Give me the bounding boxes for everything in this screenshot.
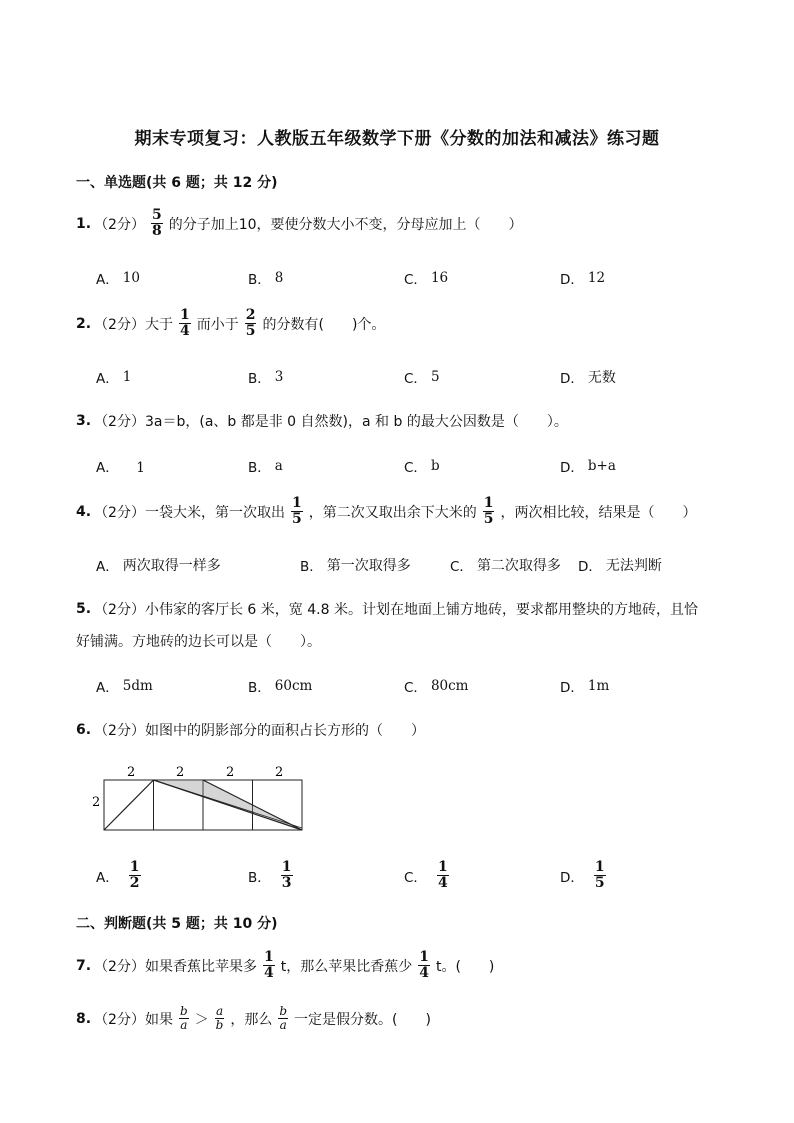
option-text: 5 — [430, 369, 440, 385]
option-text: 3 — [274, 369, 284, 385]
question-text: 一袋大米，第一次取出 — [144, 504, 285, 521]
option-text: 无数 — [587, 370, 616, 386]
numerator: 1 — [594, 859, 605, 875]
question-number: 8. — [76, 1010, 92, 1027]
option-text: 1 — [122, 460, 145, 476]
option-b[interactable] — [300, 555, 411, 575]
question-text: 小伟家的客厅长 6 米，宽 4.8 米。计划在地面上铺方地砖，要求都用整块的方地砖，且恰 — [144, 602, 698, 618]
numerator: 1 — [281, 859, 292, 875]
option-label: D． — [560, 371, 584, 387]
question-text: 如果香蕉比苹果多 — [144, 958, 257, 975]
question-text: 如图中的阴影部分的面积占长方形的（ ） — [144, 723, 425, 739]
figure-label: 2 — [92, 795, 101, 810]
option-c[interactable] — [404, 860, 455, 891]
numerator: 1 — [483, 495, 494, 511]
option-c[interactable] — [404, 456, 440, 476]
page-title: 期末专项复习：人教版五年级数学下册《分数的加法和减法》练习题 — [134, 129, 660, 149]
option-label: A． — [96, 460, 119, 476]
fraction — [291, 496, 303, 527]
numerator: 1 — [419, 949, 429, 965]
figure-label: 2 — [127, 765, 136, 780]
figure-diagonal — [154, 780, 303, 828]
question-6 — [76, 720, 425, 740]
option-d[interactable] — [578, 555, 662, 575]
option-text: 8 — [274, 270, 284, 286]
greater-than-sign: ＞ — [194, 1011, 209, 1028]
option-text: 80cm — [430, 678, 469, 694]
option-label: D． — [560, 272, 584, 288]
question-points: （2分） — [94, 958, 145, 975]
option-label: B． — [248, 460, 271, 476]
fraction — [215, 1005, 225, 1032]
fraction — [151, 208, 163, 239]
fraction — [129, 860, 141, 891]
option-b[interactable] — [248, 860, 299, 891]
option-text: b — [430, 458, 440, 474]
question-number: 4. — [76, 503, 92, 520]
option-b[interactable] — [248, 456, 283, 476]
option-c[interactable] — [404, 676, 468, 696]
option-label: C． — [404, 680, 427, 696]
question-points: （2分） — [94, 1011, 145, 1028]
option-a[interactable] — [96, 860, 147, 891]
question-points: （2分） — [94, 602, 145, 618]
option-label: A． — [96, 272, 119, 288]
question-number: 2. — [76, 315, 92, 332]
option-label: A． — [96, 869, 119, 886]
question-text: 的分子加上10，要使分数大小不变，分母应加上（ ） — [168, 216, 523, 233]
option-label: D． — [560, 869, 584, 886]
question-points: （2分） — [94, 316, 145, 333]
fraction — [179, 308, 191, 339]
question-number: 6. — [76, 722, 92, 738]
question-text: ，那么 — [230, 1011, 273, 1028]
option-label: C． — [450, 559, 473, 575]
figure-label: 2 — [226, 765, 235, 780]
option-label: D． — [560, 460, 584, 476]
figure-diagonal — [104, 780, 154, 830]
option-d[interactable] — [560, 676, 609, 696]
option-text: 12 — [587, 270, 606, 286]
numerator: 1 — [437, 859, 448, 875]
question-number: 7. — [76, 957, 92, 974]
question-5 — [76, 599, 698, 619]
option-text: 无法判断 — [605, 558, 662, 574]
fraction — [594, 860, 606, 891]
denominator: 4 — [179, 323, 190, 339]
option-label: B． — [248, 869, 271, 886]
denominator: 5 — [291, 511, 302, 527]
question-2 — [76, 308, 385, 339]
question-text: 而小于 — [196, 316, 239, 333]
option-text: 1 — [122, 369, 132, 385]
option-d[interactable] — [560, 860, 612, 891]
denominator: a — [279, 1018, 287, 1032]
fraction — [245, 308, 257, 339]
option-label: B． — [248, 272, 271, 288]
fraction — [179, 1005, 189, 1032]
question-points: （2分） — [94, 216, 145, 233]
figure-label: 2 — [176, 765, 185, 780]
numerator: b — [279, 1004, 288, 1018]
numerator: b — [179, 1004, 188, 1018]
option-text: b+a — [587, 458, 616, 474]
option-text: 第一次取得多 — [326, 558, 411, 574]
numerator: 1 — [291, 495, 302, 511]
question-text: 如果 — [144, 1011, 173, 1028]
option-a[interactable] — [96, 367, 131, 387]
question-text: t，那么苹果比香蕉少 — [280, 958, 413, 975]
option-b[interactable] — [248, 268, 283, 288]
question-8 — [76, 1005, 431, 1032]
option-a[interactable] — [96, 555, 221, 575]
rectangle-figure — [90, 760, 310, 840]
question-number: 3. — [76, 413, 92, 429]
option-text: 1m — [587, 678, 610, 694]
question-1 — [76, 208, 523, 239]
option-label: A． — [96, 371, 119, 387]
option-d[interactable] — [560, 268, 605, 288]
question-text: 的分数有( )个。 — [262, 316, 386, 333]
numerator: 1 — [179, 307, 190, 323]
option-text: 5dm — [122, 678, 153, 694]
question-7 — [76, 950, 494, 981]
denominator: 3 — [281, 875, 292, 891]
option-text: 第二次取得多 — [476, 558, 561, 574]
figure-label: 2 — [275, 765, 284, 780]
option-a[interactable] — [96, 676, 153, 696]
fraction — [437, 860, 449, 891]
numerator: 5 — [151, 207, 162, 223]
option-label: B． — [300, 559, 323, 575]
denominator: b — [215, 1018, 224, 1032]
fraction — [263, 950, 275, 981]
option-c[interactable] — [450, 555, 561, 575]
option-c[interactable] — [404, 268, 448, 288]
question-text: 大于 — [144, 316, 173, 333]
numerator: 1 — [129, 859, 140, 875]
option-text: 两次取得一样多 — [122, 558, 221, 574]
numerator: 1 — [263, 949, 274, 965]
option-label: D． — [560, 680, 584, 696]
question-text: t。( ) — [435, 958, 495, 975]
fraction — [281, 860, 293, 891]
option-text: 60cm — [274, 678, 313, 694]
option-text: a — [274, 458, 283, 474]
option-b[interactable] — [248, 676, 312, 696]
denominator: 4 — [437, 875, 448, 891]
question-points: （2分） — [94, 414, 145, 430]
question-points: （2分） — [94, 504, 145, 521]
option-label: C． — [404, 371, 427, 387]
denominator: 2 — [129, 875, 140, 891]
denominator: 4 — [263, 965, 274, 981]
fraction — [278, 1005, 288, 1032]
option-label: A． — [96, 559, 119, 575]
numerator: a — [215, 1004, 224, 1018]
option-label: C． — [404, 272, 427, 288]
question-4 — [76, 496, 696, 527]
question-text-continued: 好铺满。方地砖的边长可以是（ ）。 — [76, 634, 321, 650]
fraction — [483, 496, 495, 527]
option-d[interactable] — [560, 367, 616, 387]
question-text: ，两次相比较，结果是（ ） — [500, 504, 697, 521]
option-b[interactable] — [248, 367, 283, 387]
question-points: （2分） — [94, 723, 145, 739]
numerator: 2 — [245, 307, 256, 323]
question-3 — [76, 411, 568, 431]
option-text: 16 — [430, 270, 449, 286]
option-c[interactable] — [404, 367, 440, 387]
option-label: C． — [404, 869, 427, 886]
option-text: 10 — [122, 270, 140, 286]
section-heading-single-choice: 一、单选题(共 6 题；共 12 分) — [76, 175, 278, 191]
denominator: 5 — [594, 875, 605, 891]
fraction — [418, 950, 430, 981]
option-a[interactable] — [96, 268, 140, 288]
option-label: A． — [96, 680, 119, 696]
option-label: B． — [248, 680, 271, 696]
option-label: D． — [578, 559, 602, 575]
option-label: C． — [404, 460, 427, 476]
question-number: 1. — [76, 215, 92, 232]
denominator: 4 — [419, 965, 429, 981]
denominator: 5 — [245, 323, 256, 339]
question-text: 一定是假分数。( ) — [294, 1011, 431, 1028]
question-text: 3a＝b，(a、b 都是非 0 自然数)，a 和 b 的最大公因数是（ ）。 — [144, 414, 568, 430]
option-d[interactable] — [560, 456, 616, 476]
denominator: 5 — [483, 511, 494, 527]
denominator: a — [180, 1018, 188, 1032]
question-text: ，第二次又取出余下大米的 — [308, 504, 477, 521]
question-number: 5. — [76, 601, 92, 617]
section-heading-true-false: 二、判断题(共 5 题；共 10 分) — [76, 916, 278, 932]
option-a[interactable] — [96, 456, 145, 476]
denominator: 8 — [151, 223, 162, 239]
option-label: B． — [248, 371, 271, 387]
